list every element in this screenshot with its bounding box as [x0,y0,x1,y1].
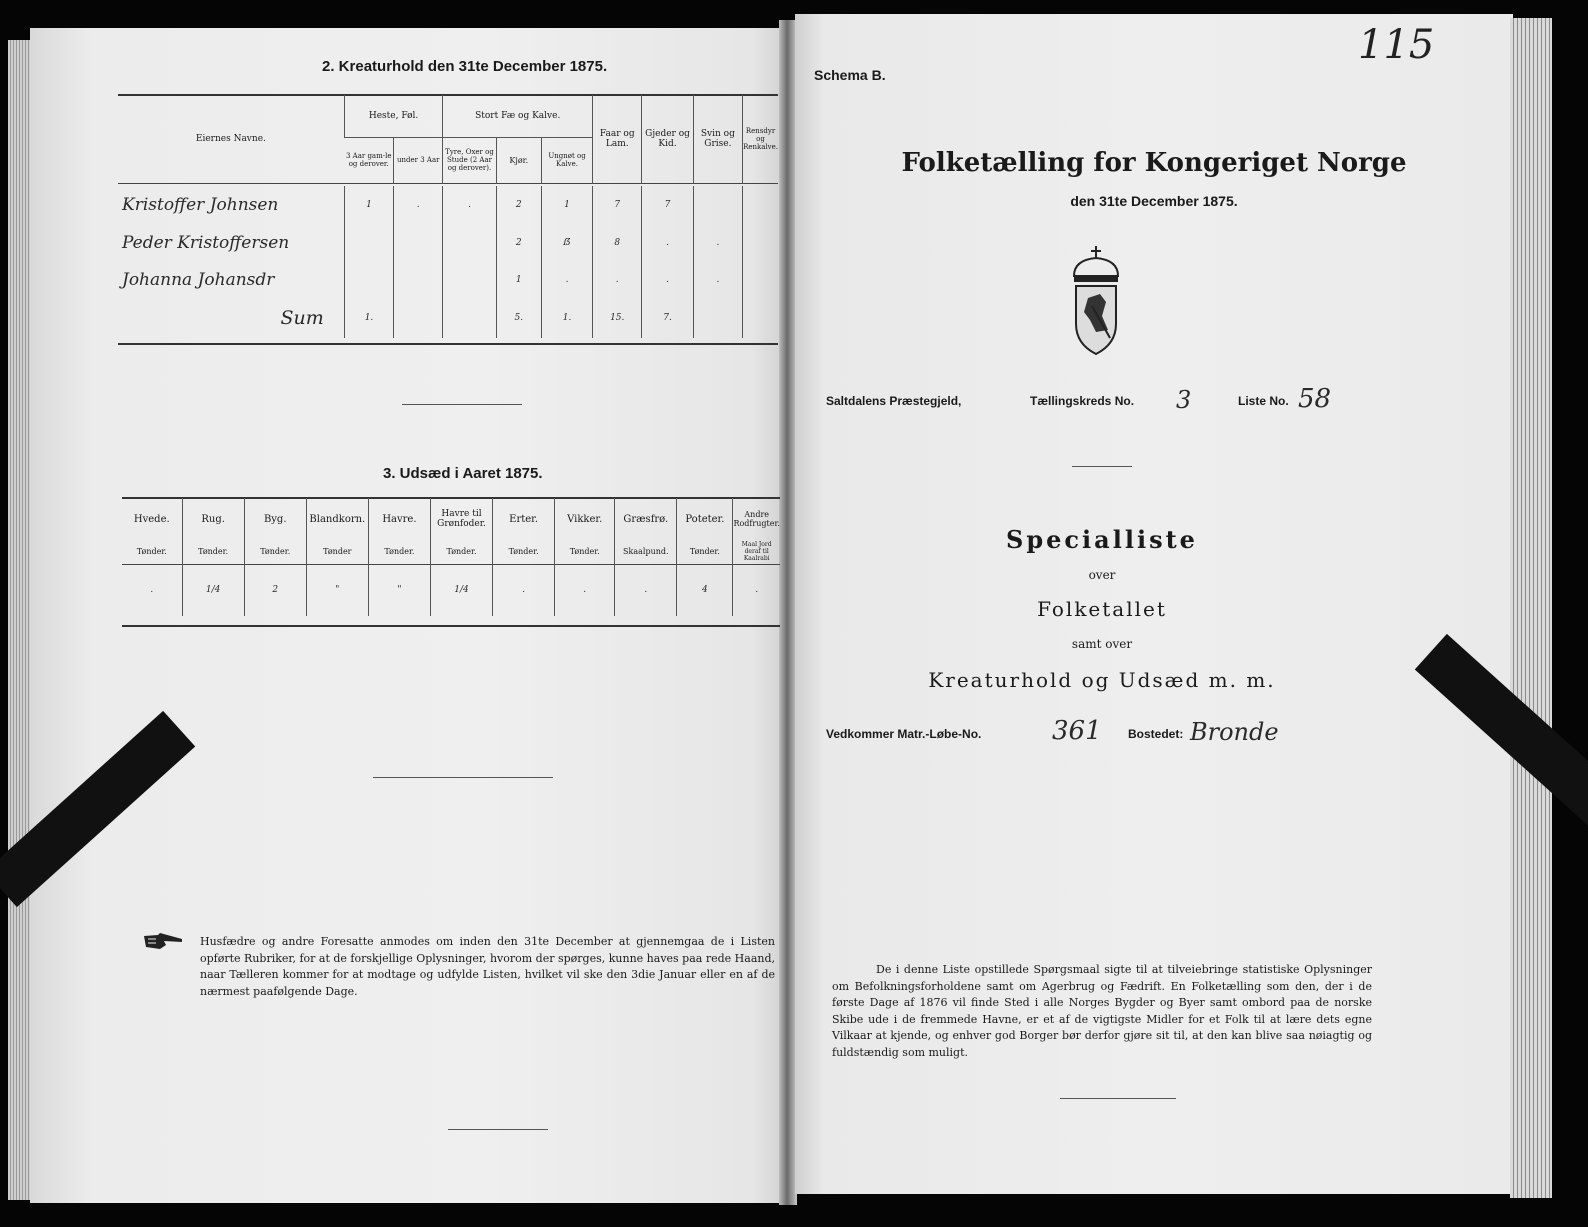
pointing-hand-icon [142,931,186,951]
seed-unit: Tønder. [182,540,244,564]
seed-value: . [493,564,555,616]
bulls-header: Tyre, Oxer og Stude (2 Aar og derover). [443,137,496,183]
cell: 2 [496,186,541,224]
table-row [118,186,778,224]
cell: 15. [593,298,642,338]
cattle-header: Stort Fæ og Kalve. [443,95,593,137]
seed-header: Blandkorn. [306,498,368,540]
seed-values-row [122,564,780,616]
seed-value: . [733,564,780,616]
folketallet-text: Folketallet [1037,597,1167,621]
seed-value: . [122,564,182,616]
sum-label: Sum [280,307,324,329]
cell: . [593,262,642,298]
seed-value: 1/4 [182,564,244,616]
cell [743,186,778,224]
seed-value: " [368,564,430,616]
page-number: 115 [1358,22,1435,68]
seed-header: Hvede. [133,513,170,525]
seed-table [122,498,780,616]
seed-unit: Tønder. [555,540,615,564]
seed-header: Poteter. [677,498,733,540]
main-title: Folketælling for Kongeriget Norge [901,148,1407,178]
cell [394,262,443,298]
seed-unit: Maal Jord deraf til Kaalrabi [733,540,780,564]
horse-header: Heste, Føl. [344,95,443,137]
cell: ẞ [541,224,592,262]
table-row [118,224,778,262]
cell: . [693,224,742,262]
cell [743,262,778,298]
cell: 2 [496,224,541,262]
owner-name: Peder Kristoffersen [122,233,290,253]
seed-header: Rug. [182,498,244,540]
cell: 7. [642,298,693,338]
seed-value: 4 [677,564,733,616]
horse-old-header: 3 Aar gam-le og derover. [344,137,393,183]
seed-header: Andre Rodfrugter. [733,498,780,540]
district-label: Saltdalens Præstegjeld, [826,394,962,408]
cell: . [642,224,693,262]
bosted-value: Bronde [1190,718,1279,746]
cell: . [693,262,742,298]
cell: . [541,262,592,298]
goat-header: Gjeder og Kid. [642,95,693,183]
table-row [118,262,778,298]
norwegian-coat-of-arms-icon [1066,246,1126,358]
cell: . [642,262,693,298]
page-edges-left [8,40,32,1200]
cell [443,224,496,262]
cell: 5. [496,298,541,338]
divider [402,404,522,405]
seed-unit: Tønder. [430,540,492,564]
cell [743,224,778,262]
seed-unit: Tønder. [493,540,555,564]
cell [443,298,496,338]
divider [448,1129,548,1130]
cell: 1. [344,298,393,338]
seed-header: Græsfrø. [615,498,677,540]
cell: 1 [541,186,592,224]
seed-header: Vikker. [555,498,615,540]
cell [693,186,742,224]
over-text: over [1088,568,1116,582]
cell [394,224,443,262]
owner-header: Eiernes Navne. [195,133,266,144]
cell [443,262,496,298]
page-edges-right [1510,18,1552,1198]
seed-bottom-rule [122,625,780,627]
cell: 7 [593,186,642,224]
pig-header: Svin og Grise. [693,95,742,183]
samt-over-text: samt over [1071,637,1133,651]
divider [1060,1098,1176,1099]
seed-value: 2 [244,564,306,616]
list-value: 58 [1298,384,1332,414]
circuit-value: 3 [1176,386,1192,414]
cell [394,298,443,338]
seed-header: Havre til Grønfoder. [430,498,492,540]
cell: . [394,186,443,224]
cell: 7 [642,186,693,224]
seed-unit: Skaalpund. [615,540,677,564]
bosted-label: Bostedet: [1128,727,1184,741]
cell: 1. [541,298,592,338]
footer-text: De i denne Liste opstillede Spørgsmaal sigte til at tilveiebringe statistiske Oplysninger om Befolkningsforholdene samt om Agerbrug og Fædrift. En Folketælling som den, der i de første Dage af 1876 vil finde Sted i alle Norges Bygder og Byer samt ombord paa de norske Skibe ude i de fremmede Havne, er et af de vigtigste Midler for et Folk til at lære dets egne Vilkaar at kjende, og enhver god Borger bør derfor gjøre sit til, at den kan blive saa nøiagtig og fuldstændig som muligt. [832,963,1372,1059]
cell [344,262,393,298]
cell: . [443,186,496,224]
seed-unit: Tønder. [136,547,167,557]
seed-value: . [615,564,677,616]
reindeer-header: Rensdyr og Renkalve. [743,95,778,183]
calves-header: Ungnøt og Kalve. [541,137,592,183]
matr-value: 361 [1052,716,1102,746]
seed-value: " [306,564,368,616]
livestock-table [118,95,778,338]
cell [344,224,393,262]
date-line: den 31te December 1875. [1070,193,1238,209]
seed-unit: Tønder. [677,540,733,564]
cows-header: Kjør. [496,137,541,183]
sheep-header: Faar og Lam. [593,95,642,183]
list-label: Liste No. [1238,394,1289,408]
seed-unit: Tønder [306,540,368,564]
cell: 8 [593,224,642,262]
specialliste-title: Specialliste [1006,525,1198,554]
cell: 1 [496,262,541,298]
seed-value: . [555,564,615,616]
livestock-title: 2. Kreaturhold den 31te December 1875. [322,58,608,75]
sum-row [118,298,778,338]
cell [693,298,742,338]
seed-title: 3. Udsæd i Aaret 1875. [383,465,543,482]
seed-unit: Tønder. [368,540,430,564]
table-bottom-rule [118,343,778,345]
notice-text: Husfædre og andre Foresatte anmodes om inden den 31te December at gjennemgaa de i Listen opførte Rubriker, for at de forskjellige Oplysninger, hvorom der spørges, kunne haves paa rede Haand, naar Tælleren kommer for at modtage og udfylde Listen, hvilket vil ske den 3die Januar eller en af de nærmest paafølgende Dage. [200,935,775,998]
schema-label: Schema B. [814,67,886,83]
kreaturhold-text: Kreaturhold og Udsæd m. m. [928,668,1276,692]
owner-name: Kristoffer Johnsen [122,195,279,215]
horse-young-header: under 3 Aar [394,137,443,183]
owner-name: Johanna Johansdr [122,270,275,290]
divider [373,777,553,778]
seed-value: 1/4 [430,564,492,616]
matr-label: Vedkommer Matr.-Løbe-No. [826,727,982,741]
seed-unit: Tønder. [244,540,306,564]
cell [743,298,778,338]
divider [1072,466,1132,467]
seed-header: Havre. [368,498,430,540]
cell: 1 [344,186,393,224]
seed-header: Byg. [244,498,306,540]
seed-header: Erter. [493,498,555,540]
circuit-label: Tællingskreds No. [1030,394,1135,408]
